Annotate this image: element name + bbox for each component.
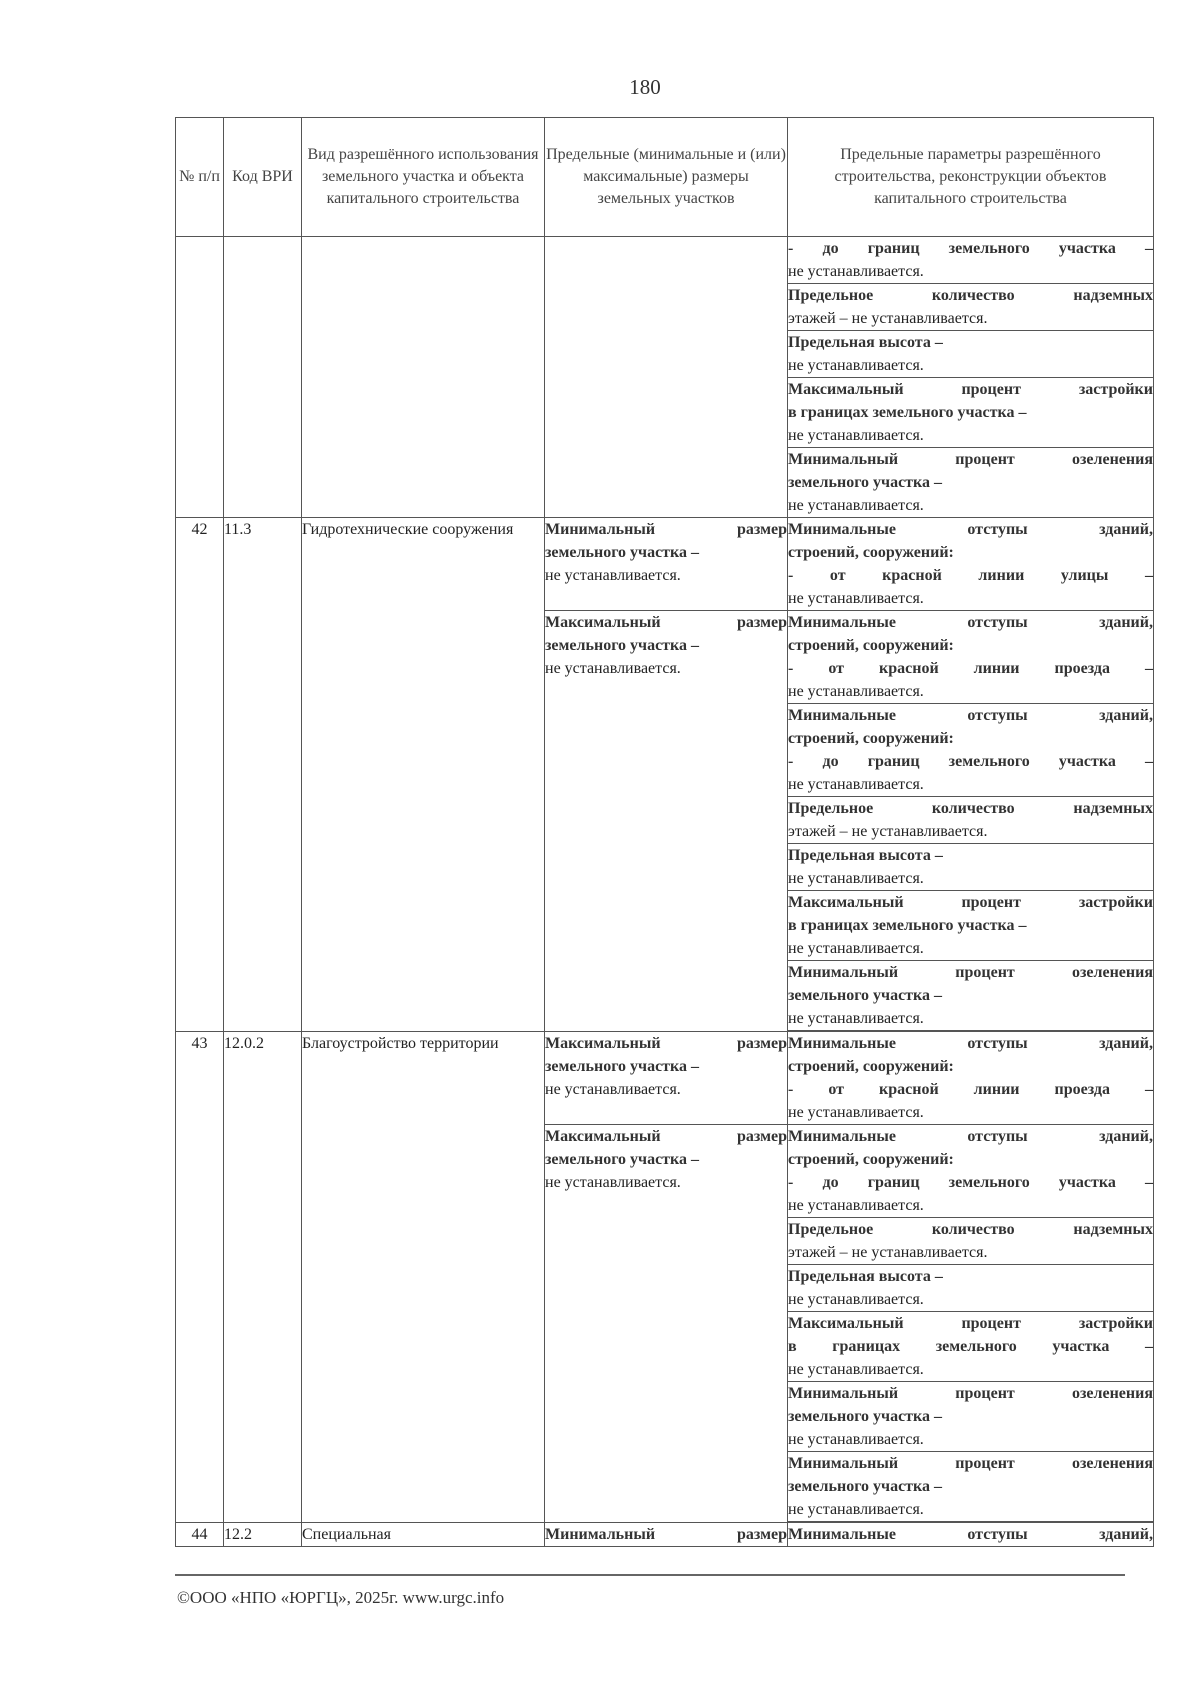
- param-setback-borders: Минимальные отступы зданий, строений, сооружений: - до границ земельного участка – не устанавливается.: [788, 704, 1154, 797]
- row-number: 44: [176, 1523, 224, 1547]
- header-number: № п/п: [176, 118, 224, 237]
- plot-min-size: Минимальный размер земельного участка – не устанавливается.: [545, 518, 788, 611]
- plot-max-size: Максимальный размер земельного участка – не устанавливается.: [545, 611, 788, 1032]
- row-size-cell: [545, 237, 788, 518]
- plot-min-size: Минимальный размер: [545, 1523, 788, 1547]
- row-use-name: Гидротехнические сооружения: [302, 518, 545, 1032]
- row-code: 11.3: [224, 518, 302, 1032]
- footer-divider: [175, 1574, 1125, 1576]
- param-height: Предельная высота – не устанавливается.: [788, 1265, 1154, 1312]
- row-name-cell: [302, 237, 545, 518]
- param-floors: Предельное количество надземных этажей – не устанавливается.: [788, 797, 1154, 844]
- plot-max-size: Максимальный размер земельного участка – не устанавливается.: [545, 1125, 788, 1523]
- plot-max-size: Максимальный размер земельного участка – не устанавливается.: [545, 1032, 788, 1125]
- header-use-type: Вид разрешённого использования земельного участка и объекта капитального строительства: [302, 118, 545, 237]
- param-setback-driveway: Минимальные отступы зданий, строений, сооружений: - от красной линии проезда – не устанавливается.: [788, 611, 1154, 704]
- param-green-percent: Минимальный процент озеленения земельного участка – не устанавливается.: [788, 1452, 1154, 1522]
- param-floors: Предельное количество надземных этажей – не устанавливается.: [788, 284, 1154, 331]
- param-build-percent: Максимальный процент застройки в границах земельного участка – не устанавливается.: [788, 1312, 1154, 1382]
- row-code: 12.2: [224, 1523, 302, 1547]
- row-number-cell: [176, 237, 224, 518]
- param-setback-driveway: Минимальные отступы зданий, строений, сооружений: - от красной линии проезда – не устанавливается.: [788, 1032, 1154, 1125]
- table-row: [176, 237, 1154, 284]
- param-floors: Предельное количество надземных этажей – не устанавливается.: [788, 1218, 1154, 1265]
- header-code: Код ВРИ: [224, 118, 302, 237]
- row-number: 42: [176, 518, 224, 1032]
- row-use-name: Специальная: [302, 1523, 545, 1547]
- param-build-percent: Максимальный процент застройки в границах земельного участка – не устанавливается.: [788, 378, 1154, 448]
- param-setback-partial: Минимальные отступы зданий,: [788, 1523, 1154, 1547]
- param-setback-borders: Минимальные отступы зданий, строений, сооружений: - до границ земельного участка – не устанавливается.: [788, 1125, 1154, 1218]
- param-height: Предельная высота – не устанавливается.: [788, 331, 1154, 378]
- footer-copyright: ©ООО «НПО «ЮРГЦ», 2025г. www.urgc.info: [177, 1588, 505, 1607]
- row-number: 43: [176, 1032, 224, 1523]
- header-build-params: Предельные параметры разрешённого строительства, реконструкции объектов капитального строительства: [788, 118, 1154, 237]
- table-header-row: [176, 118, 1154, 237]
- row-code: 12.0.2: [224, 1032, 302, 1523]
- header-plot-sizes: Предельные (минимальные и (или) максимальные) размеры земельных участков: [545, 118, 788, 237]
- table-row: [176, 1523, 1154, 1547]
- param-green-percent: Минимальный процент озеленения земельного участка – не устанавливается.: [788, 1382, 1154, 1452]
- page-number: 180: [629, 75, 661, 99]
- param-setback-borders: - до границ земельного участка – не устанавливается.: [788, 237, 1154, 284]
- param-green-percent: Минимальный процент озеленения земельного участка – не устанавливается.: [788, 961, 1154, 1031]
- param-setback-street: Минимальные отступы зданий, строений, сооружений: - от красной линии улицы – не устанавливается.: [788, 518, 1154, 611]
- parameters-table: [175, 117, 1154, 1547]
- param-green-percent: Минимальный процент озеленения земельного участка – не устанавливается.: [788, 448, 1154, 518]
- row-use-name: Благоустройство территории: [302, 1032, 545, 1523]
- param-build-percent: Максимальный процент застройки в границах земельного участка – не устанавливается.: [788, 891, 1154, 961]
- param-height: Предельная высота – не устанавливается.: [788, 844, 1154, 891]
- table-row: [176, 518, 1154, 611]
- row-code-cell: [224, 237, 302, 518]
- table-row: [176, 1032, 1154, 1125]
